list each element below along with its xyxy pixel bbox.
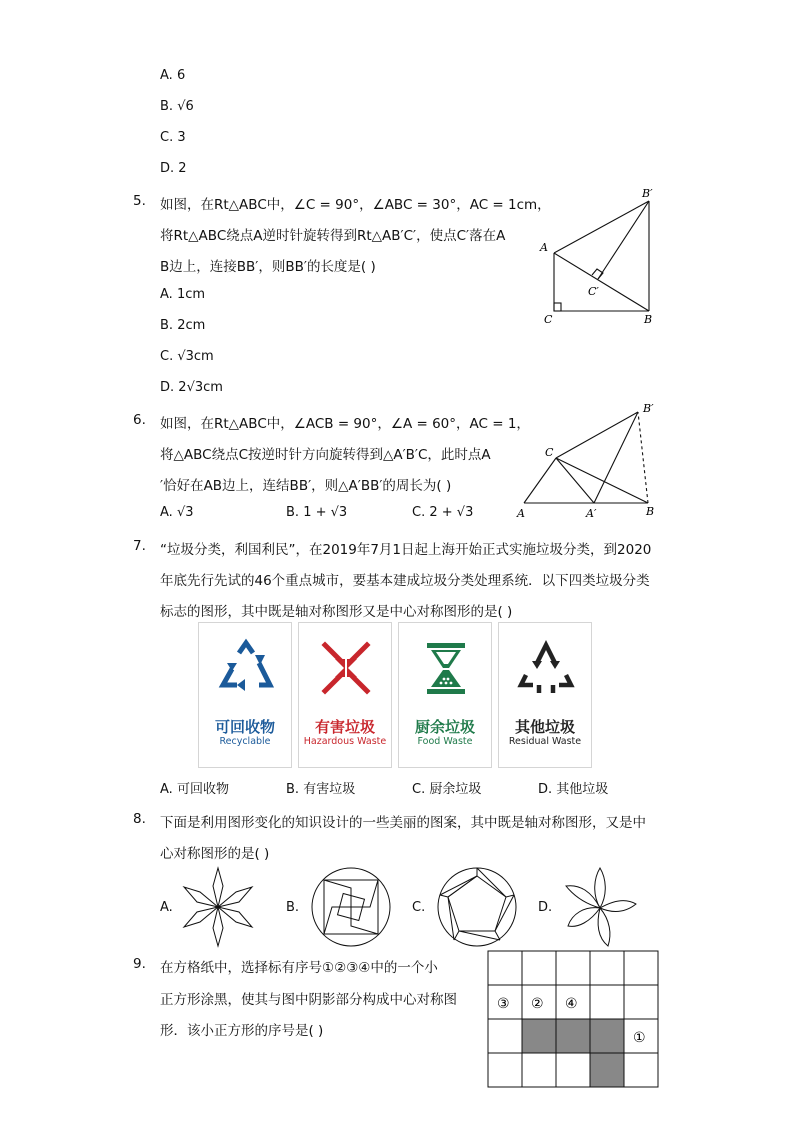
q8-figure-b <box>310 866 392 948</box>
food-waste-cn-label: 厨余垃圾 <box>414 718 475 736</box>
q5-label-b: B <box>644 313 653 326</box>
q6-label-c: C <box>545 446 554 459</box>
q6-option-a: A. √3 <box>160 505 194 520</box>
q5-option-a: A. 1cm <box>160 287 206 302</box>
q8-option-d-label: D. <box>538 900 553 915</box>
food-waste-en-label: Food Waste <box>417 736 473 747</box>
q9-number: 9. <box>133 956 146 972</box>
q5-option-c: C. √3cm <box>160 349 214 364</box>
q6-label-a-prime: A′ <box>586 507 597 520</box>
q8-figure-a <box>182 864 254 950</box>
q5-option-d: D. 2√3cm <box>160 380 223 395</box>
q6-option-b: B. 1 + √3 <box>286 505 348 520</box>
q4-option-a: A. 6 <box>160 68 186 83</box>
food-waste-card <box>398 622 492 768</box>
q5-number: 5. <box>133 193 146 209</box>
q7-option-d: D. 其他垃圾 <box>538 782 609 797</box>
q8-number: 8. <box>133 811 146 827</box>
q5-line-2: 将Rt△ABC绕点A逆时针旋转得到Rt△AB′C′，使点C′落在A <box>160 228 506 244</box>
q5-label-c: C <box>544 313 553 326</box>
q9-line-2: 正方形涂黑，使其与图中阴影部分构成中心对称图 <box>160 992 457 1008</box>
q7-number: 7. <box>133 538 146 554</box>
q5-label-a: A <box>540 241 548 254</box>
recyclable-card <box>198 622 292 768</box>
residual-icon <box>499 623 593 713</box>
q6-option-c: C. 2 + √3 <box>412 505 474 520</box>
q6-line-1: 如图，在Rt△ABC中，∠ACB = 90°，∠A = 60°，AC = 1， <box>160 416 530 432</box>
hazardous-en-label: Hazardous Waste <box>303 736 387 747</box>
hourglass-icon <box>399 623 493 713</box>
q5-label-b-prime: B′ <box>642 187 653 200</box>
q4-option-d: D. 2 <box>160 161 187 176</box>
grid-cell-2-label: ② <box>531 996 544 1012</box>
residual-en-label: Residual Waste <box>508 736 582 747</box>
hazardous-cn-label: 有害垃圾 <box>314 718 375 736</box>
q8-option-a-label: A. <box>160 900 173 915</box>
hazard-icon <box>299 623 393 713</box>
q6-label-b: B <box>646 505 655 518</box>
q8-option-c-label: C. <box>412 900 426 915</box>
q7-line-1: “垃圾分类，利国利民”，在2019年7月1日起上海开始正式实施垃圾分类，到2020 <box>160 542 652 558</box>
q6-line-2: 将△ABC绕点C按逆时针方向旋转得到△A′B′C，此时点A <box>160 447 491 463</box>
q7-option-c: C. 厨余垃圾 <box>412 782 482 797</box>
q5-line-1: 如图，在Rt△ABC中，∠C = 90°，∠ABC = 30°，AC = 1cm， <box>160 197 551 213</box>
q6-line-3: ′恰好在AB边上，连结BB′，则△A′BB′的周长为( ) <box>160 478 452 494</box>
q8-line-1: 下面是利用图形变化的知识设计的一些美丽的图案，其中既是轴对称图形，又是中 <box>160 815 646 831</box>
grid-cell-1-label: ① <box>633 1030 646 1046</box>
q5-triangle-figure <box>536 185 666 330</box>
q7-line-2: 年底先行先试的46个重点城市，要基本建成垃圾分类处理系统．以下四类垃圾分类 <box>160 573 650 589</box>
residual-card <box>498 622 592 768</box>
hazardous-card <box>298 622 392 768</box>
q6-label-b-prime: B′ <box>643 402 654 415</box>
grid-cell-3-label: ③ <box>497 996 510 1012</box>
q8-figure-d <box>562 864 638 950</box>
q7-option-b: B. 有害垃圾 <box>286 782 356 797</box>
grid-cell-4-label: ④ <box>565 996 578 1012</box>
q6-label-a: A <box>517 507 525 520</box>
q4-option-c: C. 3 <box>160 130 186 145</box>
q5-line-3: B边上，连接BB′，则BB′的长度是( ) <box>160 259 376 275</box>
q4-option-b: B. √6 <box>160 99 194 114</box>
q8-line-2: 心对称图形的是( ) <box>160 846 270 862</box>
q5-label-c-prime: C′ <box>588 285 599 298</box>
q6-triangle-figure <box>512 400 662 522</box>
q9-grid-figure <box>486 950 660 1090</box>
q8-option-b-label: B. <box>286 900 300 915</box>
residual-cn-label: 其他垃圾 <box>514 718 575 736</box>
recyclable-cn-label: 可回收物 <box>214 718 275 736</box>
q5-option-b: B. 2cm <box>160 318 206 333</box>
q7-option-a: A. 可回收物 <box>160 782 229 797</box>
q9-line-3: 形．该小正方形的序号是( ) <box>160 1023 324 1039</box>
recyclable-en-label: Recyclable <box>219 736 271 747</box>
q8-figure-c <box>436 866 518 948</box>
recycle-icon <box>199 623 293 713</box>
q6-number: 6. <box>133 412 146 428</box>
q9-line-1: 在方格纸中，选择标有序号①②③④中的一个小 <box>160 960 438 976</box>
q7-line-3: 标志的图形，其中既是轴对称图形又是中心对称图形的是( ) <box>160 604 513 620</box>
